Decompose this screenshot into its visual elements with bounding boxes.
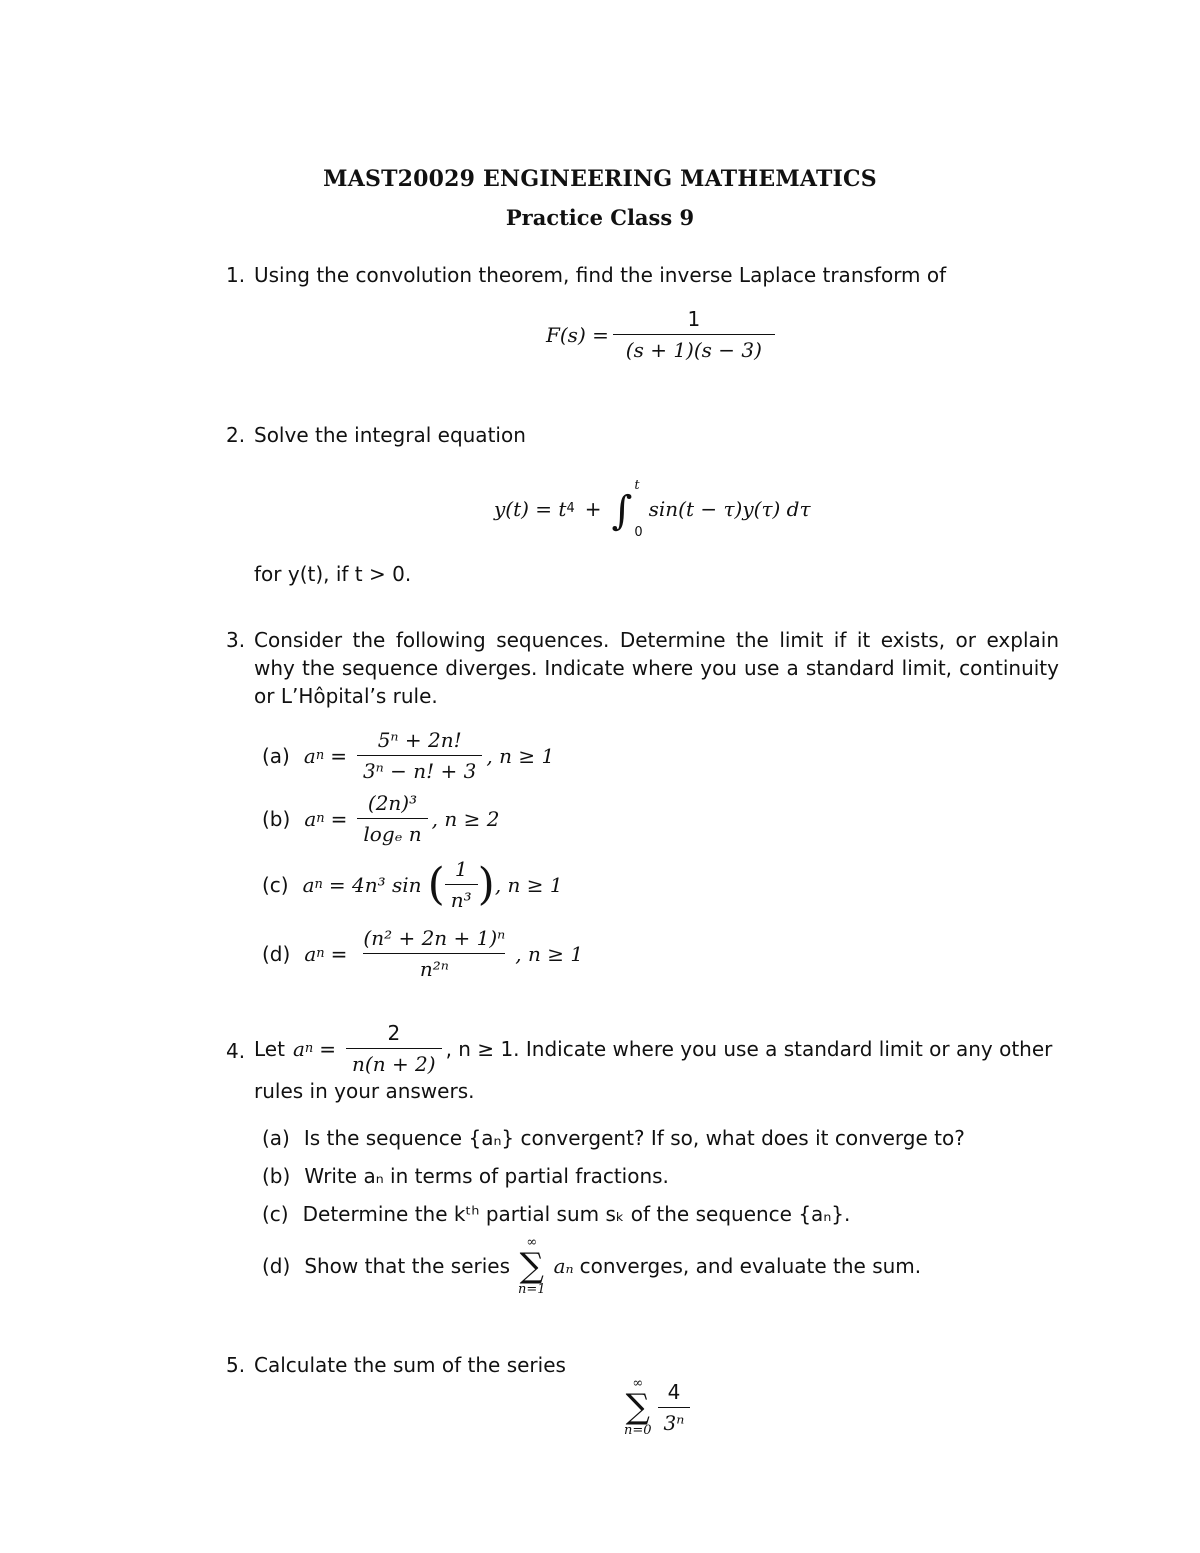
question-4-number: 4. xyxy=(226,1039,246,1063)
question-1-number: 1. xyxy=(226,263,246,287)
q1-lhs: F(s) = xyxy=(546,322,609,347)
integral-sign: ∫ xyxy=(611,488,633,534)
q3-part-c: (c) a n = 4n³ sin ( $\frac{1}{\text{n³}}$ ) , n ≥ 1 xyxy=(262,857,563,912)
question-5-text: Calculate the sum of the series xyxy=(254,1353,566,1377)
q2-integrand: sin(t − τ)y(τ) dτ xyxy=(648,497,811,521)
q4-part-d: (d) Show that the series ∞ ∑ n=1 aₙ converges, and evaluate the sum. xyxy=(262,1235,922,1297)
q3-part-a: (a) a n = $\frac{\text{5ⁿ + 2n!}}{\text{3ⁿ − n! + 3}}$ , n ≥ 1 xyxy=(262,728,555,783)
question-2-after: for y(t), if t > 0. xyxy=(254,562,412,586)
course-title: MAST20029 ENGINEERING MATHEMATICS xyxy=(323,166,877,192)
q3-part-d: (d) a n = $\frac{\text{(n² + 2n + 1)ⁿ}}{\text{n²ⁿ}}$ , n ≥ 1 xyxy=(262,926,584,981)
q3-part-b: (b) a n = $\frac{\text{(2n)³}}{\text{logₑ n}}$ , n ≥ 2 xyxy=(262,791,500,846)
question-2-number: 2. xyxy=(226,423,246,447)
q4-part-a: (a) Is the sequence {aₙ} convergent? If so, what does it converge to? xyxy=(262,1126,965,1150)
question-5-equation: ∞ ∑ n=0 $\frac{4}{\text{3ⁿ}}$ xyxy=(622,1376,694,1438)
question-3-number: 3. xyxy=(226,628,246,652)
question-4-line2: rules in your answers. xyxy=(254,1079,475,1103)
summation-sign: ∞ ∑ n=0 xyxy=(624,1376,652,1438)
question-5-number: 5. xyxy=(226,1353,246,1377)
summation-sign: ∞ ∑ n=1 xyxy=(518,1235,546,1297)
question-1-equation xyxy=(546,306,779,363)
q1-fraction: $\frac{1}{(s + 1)(s - 3)}$ xyxy=(613,306,775,363)
question-4-line1: Let a n = $\frac{2}{n(n + 2)}$ , n ≥ 1. Indicate where you use a standard limit or any other xyxy=(254,1021,1053,1076)
question-3-text: Consider the following sequences. Determine the limit if it exists, or explain why the sequence diverges. Indicate where you use a standard limit, continuity or L’Hôpital’s rule. xyxy=(254,628,1059,708)
q4-part-b: (b) Write aₙ in terms of partial fractions. xyxy=(262,1164,669,1188)
practice-class-subtitle: Practice Class 9 xyxy=(505,205,695,230)
question-1-text: Using the convolution theorem, find the inverse Laplace transform of xyxy=(254,263,947,287)
q4-part-c: (c) Determine the kᵗʰ partial sum sₖ of the sequence {aₙ}. xyxy=(262,1202,851,1226)
question-2-text: Solve the integral equation xyxy=(254,423,526,447)
question-2-equation: y(t) = t 4 + ∫ t 0 sin(t − τ)y(τ) dτ xyxy=(494,478,811,540)
